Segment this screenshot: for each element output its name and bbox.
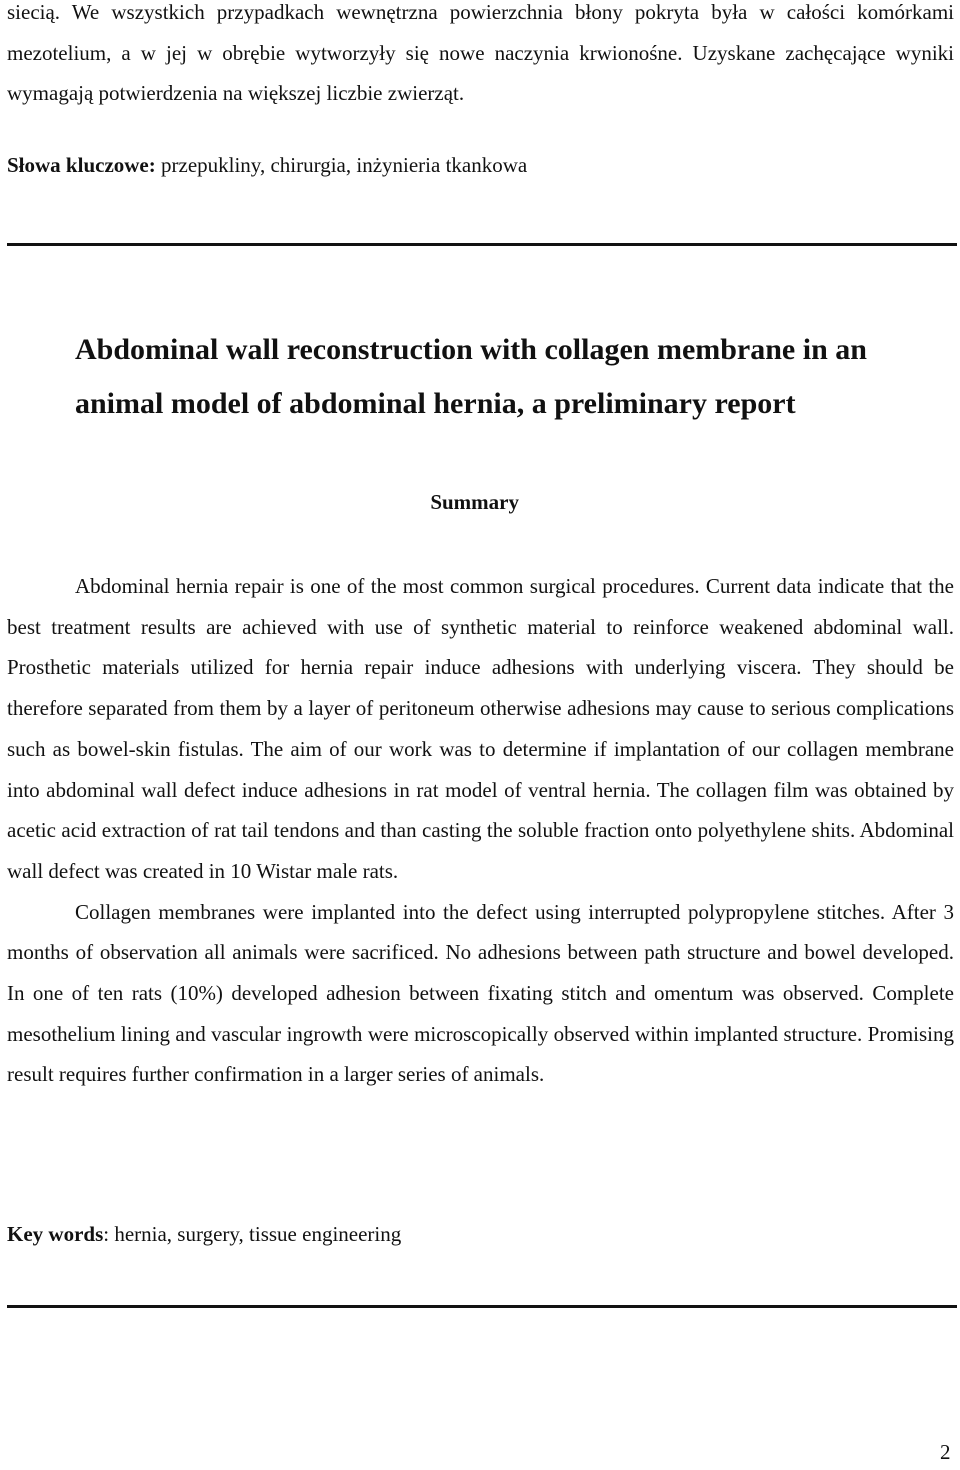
page-number: 2 [940,1440,951,1464]
abstract-paragraph-2: Collagen membranes were implanted into the defect using interrupted polypropylene stitches. After 3 months of observation all animals were sacrificed. No adhesions between path structure and bowel developed. In one of ten rats (10%) developed adhesion between fixating stitch and omentum was observed. Complete mesothelium lining and vascular ingrowth were microscopically observed within implanted structure. Promising result requires further confirmation in a larger series of animals. [7,899,954,1087]
polish-keywords-label: Słowa kluczowe: [7,153,156,177]
abstract-paragraph-1: Abdominal hernia repair is one of the most common surgical procedures. Current data indicate that the best treatment results are achieved with use of synthetic material to reinforce weakened abdominal wall. Prosthetic materials utilized for hernia repair induce adhesions with underlying viscera. They should be therefore separated from them by a layer of peritoneum otherwise adhesions may cause to serious complications such as bowel-skin fistulas. The aim of our work was to determine if implantation of our collagen membrane into abdominal wall defect induce adhesions in rat model of ventral hernia. The collagen film was obtained by acetic acid extraction of rat tail tendons and than casting the soluble fraction onto polyethylene shits. Abdominal wall defect was created in 10 Wistar male rats. [7,574,954,883]
horizontal-rule-bottom [7,1305,957,1308]
article-title: Abdominal wall reconstruction with collagen membrane in an animal model of abdominal hernia, a preliminary report [75,333,867,420]
english-keywords [7,1222,401,1247]
horizontal-rule-top [7,243,957,246]
english-keywords-text: : hernia, surgery, tissue engineering [103,1222,402,1246]
polish-keywords [7,153,527,178]
polish-summary-continuation: siecią. We wszystkich przypadkach wewnętrzna powierzchnia błony pokryta była w całości komórkami mezotelium, a w jej w obrębie wytworzyły się nowe naczynia krwionośne. Uzyskane zachęcające wyniki wymagają potwierdzenia na większej liczbie zwierząt. [7,0,954,106]
english-keywords-label: Key words [7,1222,104,1246]
summary-heading: Summary [430,490,519,514]
polish-keywords-text: przepukliny, chirurgia, inżynieria tkankowa [155,153,528,177]
english-abstract [7,566,954,1095]
